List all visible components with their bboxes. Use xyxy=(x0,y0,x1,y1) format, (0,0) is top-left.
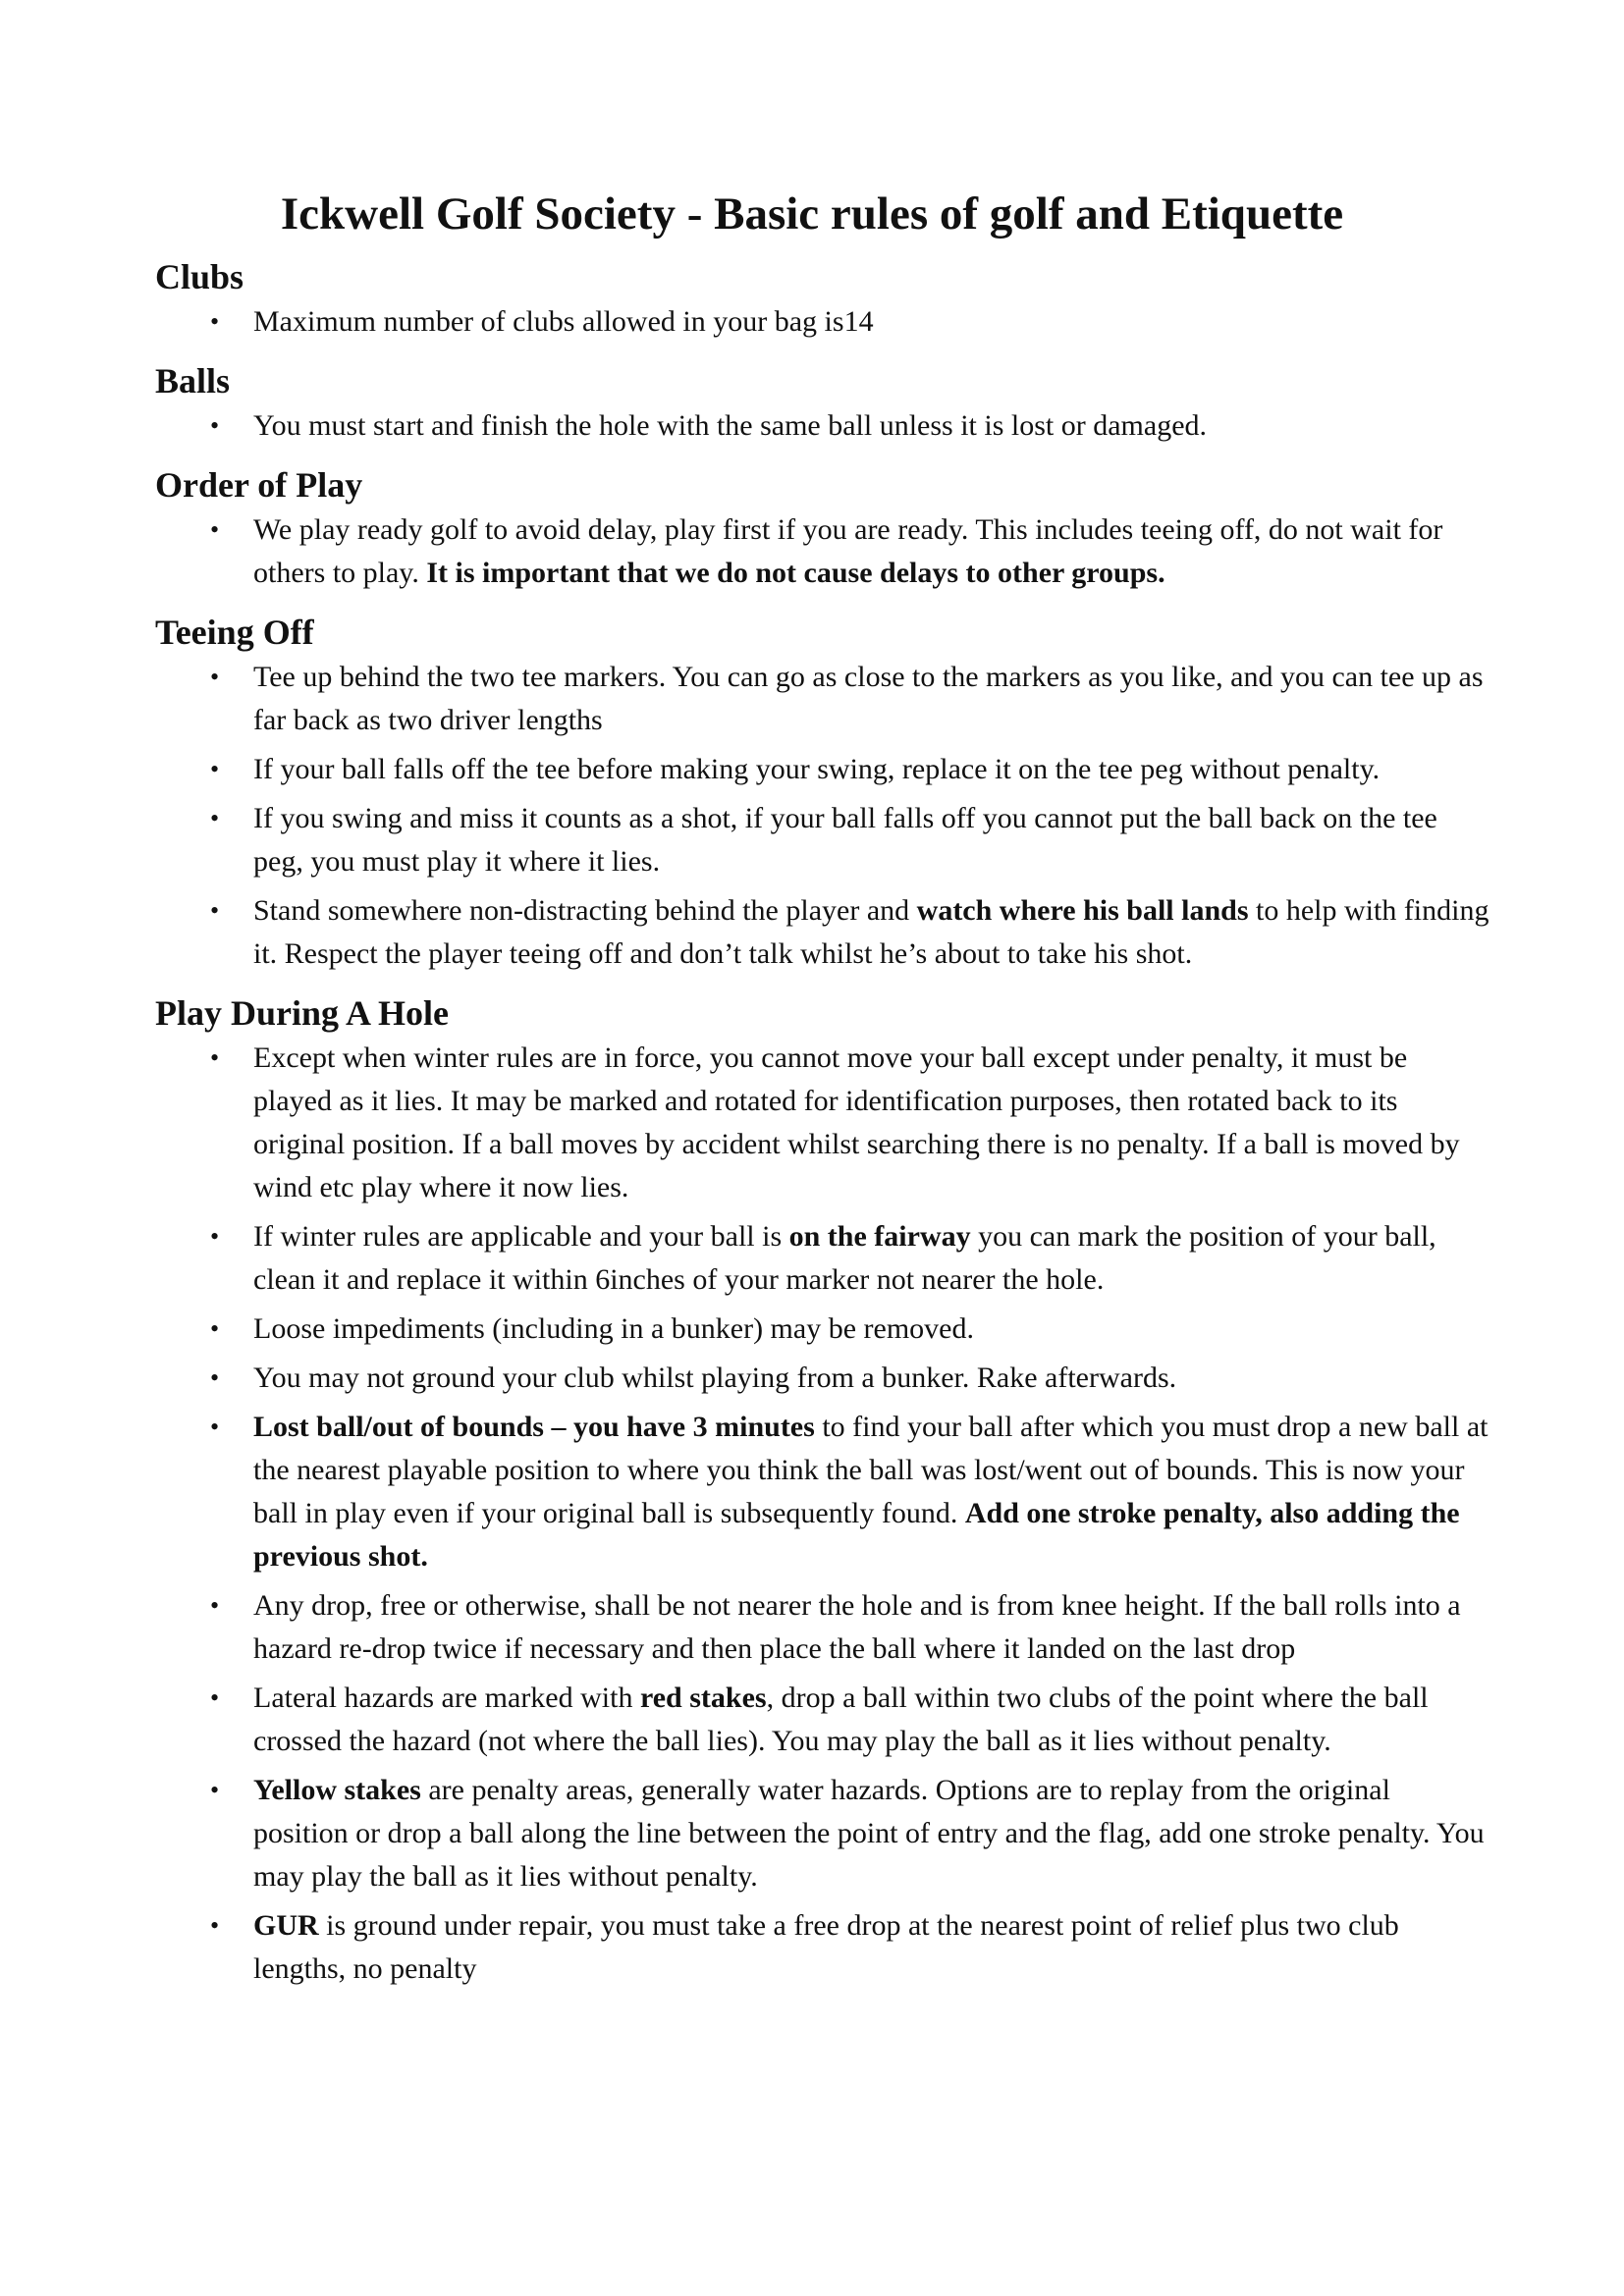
emphasis-text: Add one stroke penalty, also adding the previous shot. xyxy=(253,1497,1460,1573)
body-text: are penalty areas, generally water hazards. Options are to replay from the original position or drop a ball along the line between the point of entry and the flag, add one stroke penalty. You may play the ball as it lies without penalty. xyxy=(253,1774,1485,1893)
body-text: to help with finding it. Respect the player teeing off and don’t talk whilst he’s about to take his shot. xyxy=(253,894,1489,970)
list-item xyxy=(155,300,1490,344)
emphasis-text: watch where his ball lands xyxy=(916,894,1249,927)
emphasis-text: on the fairway xyxy=(788,1220,971,1253)
list-item xyxy=(155,748,1490,791)
body-text: you can mark the position of your ball, clean it and replace it within 6inches of your marker not nearer the hole. xyxy=(253,1220,1436,1296)
bullet-icon: • xyxy=(210,411,220,440)
body-text: is ground under repair, you must take a free drop at the nearest point of relief plus two club lengths, no penalty xyxy=(253,1909,1399,1985)
list-item xyxy=(155,1769,1490,1898)
section-heading-balls: Balls xyxy=(155,361,231,400)
section-heading-clubs: Clubs xyxy=(155,257,244,296)
list-item xyxy=(155,1037,1490,1209)
section-list-clubs xyxy=(155,300,1490,344)
section-heading-play-during-a-hole: Play During A Hole xyxy=(155,993,450,1033)
list-item xyxy=(155,404,1490,448)
list-item xyxy=(155,508,1490,595)
emphasis-text: It is important that we do not cause delays to other groups. xyxy=(426,557,1165,589)
body-text: Stand somewhere non-distracting behind the player and xyxy=(253,894,917,927)
emphasis-text: red stakes xyxy=(639,1682,767,1714)
body-text: Any drop, free or otherwise, shall be not nearer the hole and is from knee height. If the ball rolls into a hazard re-drop twice if necessary and then place the ball where it landed on the last drop xyxy=(253,1589,1461,1665)
list-item xyxy=(155,797,1490,883)
body-text: We play ready golf to avoid delay, play first if you are ready. This includes teeing off, do not wait for others to play. xyxy=(253,513,1443,589)
body-text: If your ball falls off the tee before making your swing, replace it on the tee peg without penalty. xyxy=(253,753,1380,785)
document-title: Ickwell Golf Society - Basic rules of golf and Etiquette xyxy=(280,188,1344,240)
body-text: to find your ball after which you must drop a new ball at the nearest playable position to where you think the ball was lost/went out of bounds. This is now your ball in play even if your original ball is subsequently found. xyxy=(253,1411,1489,1529)
bullet-icon: • xyxy=(210,896,220,925)
bullet-icon: • xyxy=(210,1776,220,1804)
body-text: Loose impediments (including in a bunker) may be removed. xyxy=(253,1312,974,1345)
body-text: Except when winter rules are in force, you cannot move your ball except under penalty, it must be played as it lies. It may be marked and rotated for identification purposes, then rotated back to its original position. If a ball moves by accident whilst searching there is no penalty. If a ball is moved by wind etc play where it now lies. xyxy=(253,1041,1460,1203)
bullet-icon: • xyxy=(210,515,220,544)
section-heading-teeing-off: Teeing Off xyxy=(155,613,314,652)
section-list-balls xyxy=(155,404,1490,448)
bullet-icon: • xyxy=(210,1363,220,1392)
list-item xyxy=(155,1406,1490,1578)
bullet-icon: • xyxy=(210,1683,220,1712)
body-text: You must start and finish the hole with the same ball unless it is lost or damaged. xyxy=(253,409,1208,442)
emphasis-text: Lost ball/out of bounds – you have 3 minutes xyxy=(253,1411,815,1443)
body-text: You may not ground your club whilst playing from a bunker. Rake afterwards. xyxy=(253,1362,1177,1394)
body-text: Lateral hazards are marked with xyxy=(253,1682,640,1714)
section-heading-order-of-play: Order of Play xyxy=(155,465,363,505)
bullet-icon: • xyxy=(210,755,220,783)
bullet-icon: • xyxy=(210,804,220,832)
list-item xyxy=(155,1308,1490,1351)
list-item xyxy=(155,1904,1490,1991)
bullet-icon: • xyxy=(210,1222,220,1251)
emphasis-text: GUR xyxy=(253,1909,319,1942)
list-item xyxy=(155,1357,1490,1400)
list-item xyxy=(155,1677,1490,1763)
emphasis-text: Yellow stakes xyxy=(253,1774,421,1806)
body-text: Tee up behind the two tee markers. You can go as close to the markers as you like, and you can tee up as far back as two driver lengths xyxy=(253,661,1484,736)
bullet-icon: • xyxy=(210,307,220,336)
bullet-icon: • xyxy=(210,1314,220,1343)
bullet-icon: • xyxy=(210,1591,220,1620)
body-text: Maximum number of clubs allowed in your bag is14 xyxy=(253,305,874,338)
body-text: , drop a ball within two clubs of the point where the ball crossed the hazard (not where the ball lies). You may play the ball as it lies without penalty. xyxy=(253,1682,1429,1757)
list-item xyxy=(155,889,1490,976)
section-list-play-during-a-hole xyxy=(155,1037,1490,1991)
section-list-teeing-off xyxy=(155,656,1490,976)
body-text: If winter rules are applicable and your ball is xyxy=(253,1220,789,1253)
document-body xyxy=(155,253,1490,2004)
bullet-icon: • xyxy=(210,1911,220,1940)
list-item xyxy=(155,1584,1490,1671)
list-item xyxy=(155,1215,1490,1302)
list-item xyxy=(155,656,1490,742)
body-text: If you swing and miss it counts as a shot, if your ball falls off you cannot put the ball back on the tee peg, you must play it where it lies. xyxy=(253,802,1437,878)
bullet-icon: • xyxy=(210,663,220,691)
section-list-order-of-play xyxy=(155,508,1490,595)
bullet-icon: • xyxy=(210,1413,220,1441)
bullet-icon: • xyxy=(210,1043,220,1072)
